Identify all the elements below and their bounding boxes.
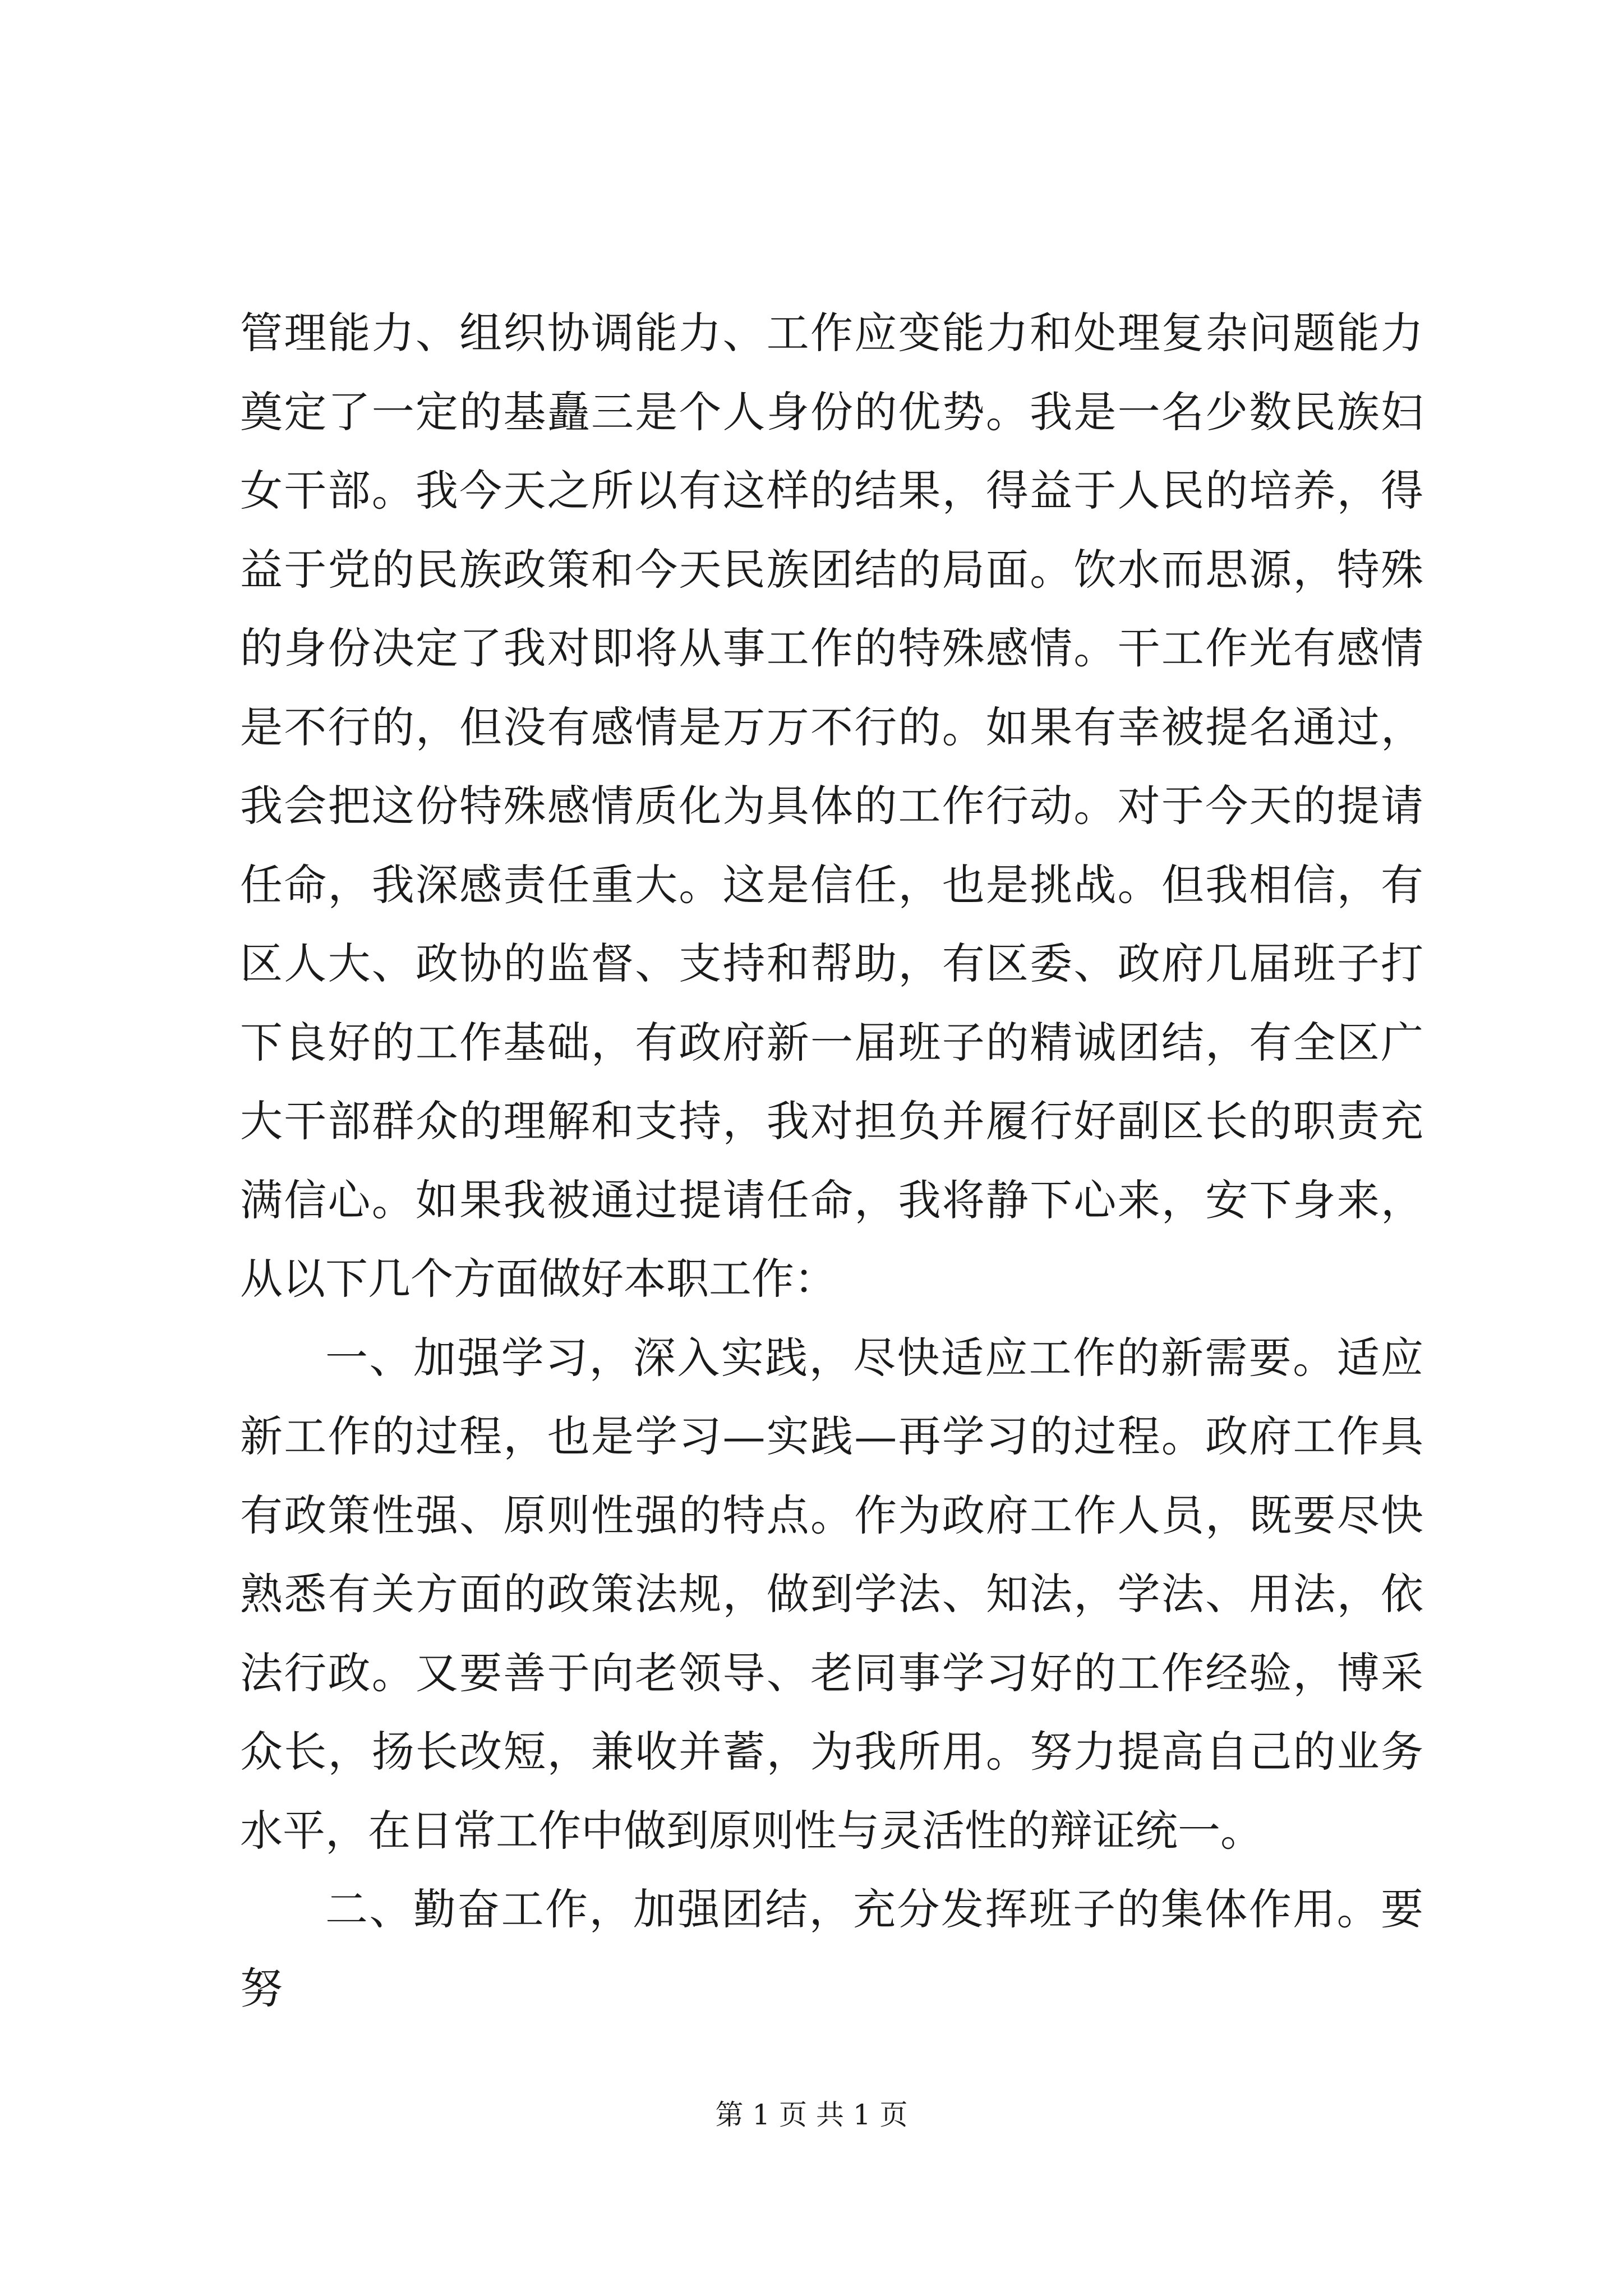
paragraph-section-one: 一、加强学习，深入实践，尽快适应工作的新需要。适应新工作的过程，也是学习—实践—再学习的过程。政府工作具有政策性强、原则性强的特点。作为政府工作人员，既要尽快熟悉有关方面的政策法规，做到学法、知法，学法、用法，依法行政。又要善于向老领导、老同事学习好的工作经验，博采众长，扬长改短，兼收并蓄，为我所用。努力提高自己的业务水平，在日常工作中做到原则性与灵活性的辩证统一。 — [240, 1332, 1423, 1856]
paragraph-section-two: 二、勤奋工作，加强团结，充分发挥班子的集体作用。要努 — [240, 1884, 1423, 2013]
document-body — [240, 294, 1423, 2028]
page-footer: 第 1 页 共 1 页 — [715, 2099, 908, 2131]
paragraph-continuation: 管理能力、组织协调能力、工作应变能力和处理复杂问题能力奠定了一定的基矗三是个人身份的优势。我是一名少数民族妇女干部。我今天之所以有这样的结果，得益于人民的培养，得益于党的民族政策和今天民族团结的局面。饮水而思源，特殊的身份决定了我对即将从事工作的特殊感情。干工作光有感情是不行的，但没有感情是万万不行的。如果有幸被提名通过，我会把这份特殊感情质化为具体的工作行动。对于今天的提请任命，我深感责任重大。这是信任，也是挑战。但我相信，有区人大、政协的监督、支持和帮助，有区委、政府几届班子打下良好的工作基础，有政府新一届班子的精诚团结，有全区广大干部群众的理解和支持，我对担负并履行好副区长的职责充满信心。如果我被通过提请任命，我将静下心来，安下身来，从以下几个方面做好本职工作： — [240, 308, 1423, 1304]
